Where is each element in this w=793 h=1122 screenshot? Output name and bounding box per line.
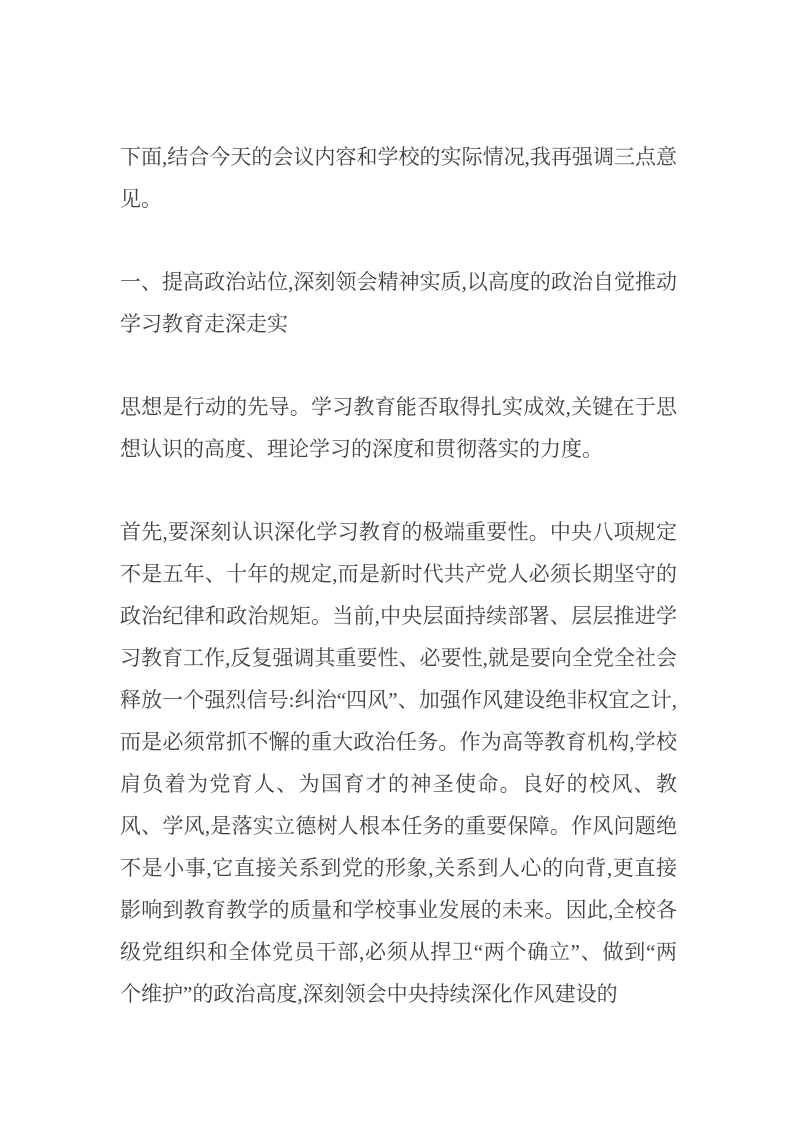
main-body-paragraph: 首先,要深刻认识深化学习教育的极端重要性。中央八项规定不是五年、十年的规定,而是新时代共产党人必须长期坚守的政治纪律和政治规矩。当前,中央层面持续部署、层层推进学习教育工作,反复强调其重要性、必要性,就是要向全党全社会释放一个强烈信号:纠治“四风”、加强作风建设绝非权宜之计,而是必须常抓不懈的重大政治任务。作为高等教育机构,学校肩负着为党育人、为国育才的神圣使命。良好的校风、教风、学风,是落实立德树人根本任务的重要保障。作风问题绝不是小事,它直接关系到党的形象,关系到人心的向背,更直接影响到教育教学的质量和学校事业发展的未来。因此,全校各级党组织和全体党员干部,必须从捍卫“两个确立”、做到“两个维护”的政治高度,深刻领会中央持续深化作风建设的	[120, 520, 677, 1006]
document-body	[120, 136, 677, 1015]
thought-paragraph: 思想是行动的先导。学习教育能否取得扎实成效,关键在于思想认识的高度、理论学习的深度和贯彻落实的力度。	[120, 395, 677, 461]
intro-paragraph: 下面,结合今天的会议内容和学校的实际情况,我再强调三点意见。	[120, 145, 677, 211]
section-one-heading: 一、提高政治站位,深刻领会精神实质,以高度的政治自觉推动学习教育走深走实	[120, 270, 677, 336]
